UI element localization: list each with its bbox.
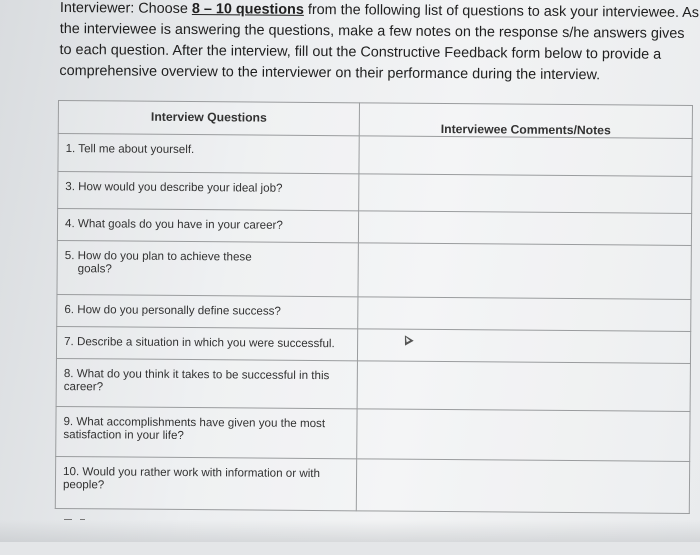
question-text: 3. How would you describe your ideal job? — [65, 180, 283, 195]
table-row — [57, 294, 691, 331]
notes-cell[interactable] — [359, 136, 692, 177]
question-cell — [56, 358, 357, 408]
question-text-continued: satisfaction in your life? — [63, 428, 184, 442]
instructions-paragraph — [59, 0, 700, 87]
question-text: 1. Tell me about yourself. — [65, 142, 195, 157]
notes-cell[interactable] — [357, 361, 690, 412]
header-interview-questions: Interview Questions — [58, 101, 359, 136]
question-cell — [57, 209, 358, 243]
instructions-body: from the following list of questions to ask your interviewee. As the interviewee is answering the questions, make a few notes on the response s/he answers gives to each question. After the interview, fill out the Constructive Feedback form below to provide a comprehensive overview to the interviewer on their performance during the interview. — [59, 1, 700, 84]
question-text-continued: people? — [62, 478, 105, 492]
notes-cell[interactable] — [358, 243, 691, 300]
question-text: 7. Describe a situation in which you were successful. — [64, 335, 335, 351]
notes-cell[interactable] — [357, 329, 690, 364]
table-row — [56, 406, 690, 461]
table-row — [57, 240, 691, 299]
questions-table-area — [54, 100, 698, 555]
question-text: 8. What do you think it takes to be successful in this — [63, 367, 330, 383]
question-text-continued: career? — [63, 380, 104, 394]
notes-cell[interactable] — [356, 459, 689, 514]
table-row — [58, 172, 692, 214]
question-cell — [55, 456, 356, 510]
instructions-prefix: Interviewer: Choose — [59, 0, 192, 18]
photo-shadow — [0, 520, 700, 542]
question-text: 6. How do you personally define success? — [64, 303, 281, 318]
notes-cell[interactable] — [357, 409, 690, 462]
question-cell — [56, 326, 357, 360]
interview-questions-table — [55, 100, 693, 514]
table-row — [55, 456, 689, 513]
table-row — [56, 326, 690, 363]
question-count-emphasis: 8 – 10 questions — [191, 1, 304, 18]
mouse-cursor-icon — [401, 333, 414, 346]
question-text: 5. How do you plan to achieve these — [64, 249, 252, 264]
notes-cell[interactable] — [358, 211, 691, 246]
question-text: 9. What accomplishments have given you the most — [63, 415, 326, 431]
table-row — [58, 134, 692, 177]
question-text-continued: goals? — [77, 262, 112, 276]
question-cell — [57, 240, 358, 296]
header-interviewee-comments: Interviewee Comments/Notes — [359, 103, 692, 139]
question-text: 10. Would you rather work with information or with — [63, 465, 321, 481]
table-row — [57, 209, 691, 246]
question-cell — [56, 406, 357, 458]
question-text: 4. What goals do you have in your career? — [64, 217, 283, 232]
table-row — [56, 358, 690, 411]
notes-cell[interactable] — [358, 297, 691, 332]
question-cell — [58, 134, 359, 174]
notes-cell[interactable] — [359, 174, 692, 214]
question-cell — [58, 172, 359, 211]
table-header-row — [58, 101, 692, 139]
question-cell — [57, 294, 358, 328]
